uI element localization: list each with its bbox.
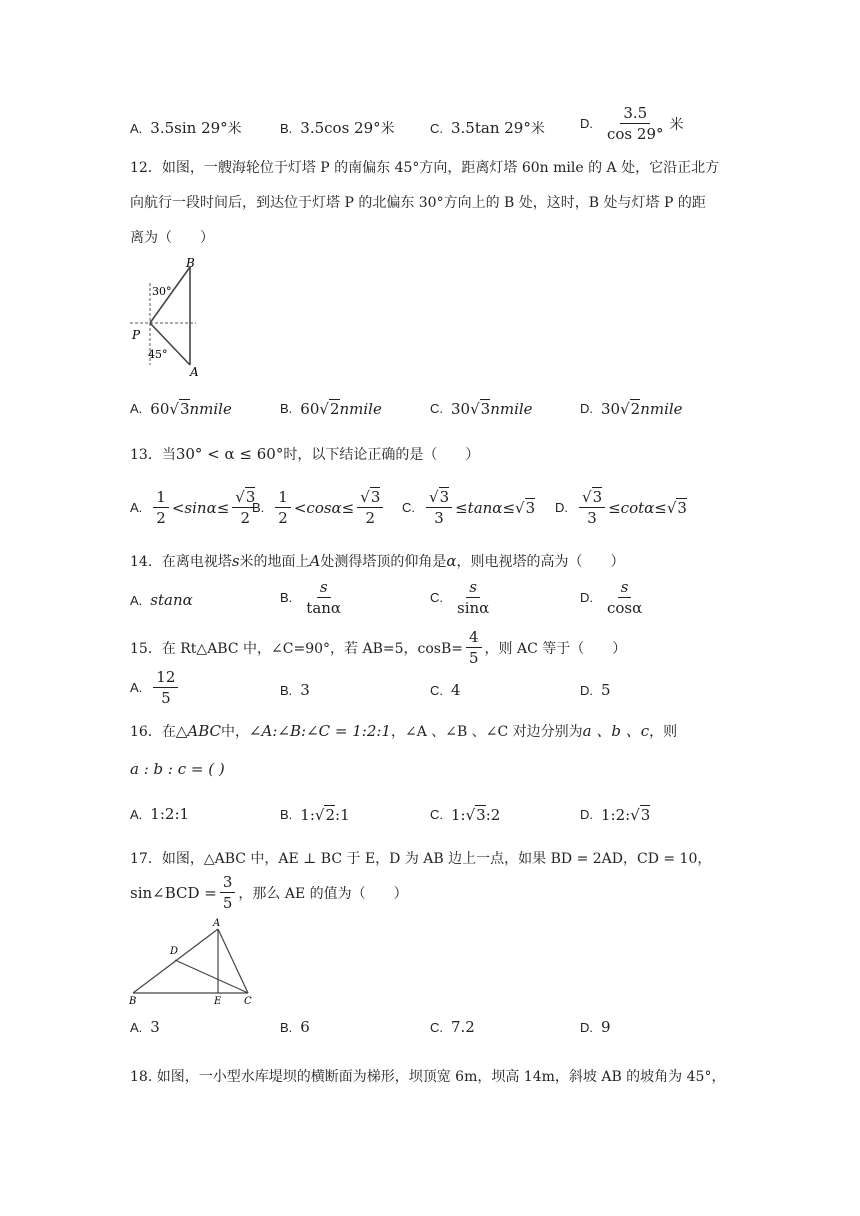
q11-option-b: B. 3.5cos 29° 米: [280, 119, 395, 137]
q12-option-c: C. 30 √ 3 nmile: [430, 399, 533, 418]
q18-stem-line-1: 18. 如图，一小型水库堤坝的横断面为梯形，坝顶宽 6m，坝高 14m，斜坡 AB 的坡角为 45°，: [130, 1069, 726, 1085]
q13-option-c: C. $\frac{√3}{3}$ ≤tanα≤ √ 3: [402, 488, 536, 527]
q13-option-d: D. $\frac{√3}{3}$ ≤cotα≤ √ 3: [555, 488, 687, 527]
q14-option-d: D. $\frac{s}{\cos\alpha}$: [580, 578, 643, 617]
q16-option-d: D. 1:2: √ 3: [580, 805, 651, 824]
q17-option-b: B. 6: [280, 1018, 310, 1036]
q14-option-c: C. $\frac{s}{\sin\alpha}$: [430, 578, 490, 617]
q14-option-b: B. $\frac{s}{\tan\alpha}$: [280, 578, 342, 617]
q13-option-b: B. $\frac{1}{2}$ <cosα≤ $\frac{√3}{2}$: [252, 488, 386, 527]
q17-option-a: A. 3: [130, 1018, 160, 1036]
q12-stem-line-3: 离为（ ）: [130, 230, 214, 246]
q12-option-a: A. 60 √ 3 nmile: [130, 399, 232, 418]
q15-stem: 15．在 Rt△ABC 中，∠C=90°，若 AB=5，cosB= $\frac{4}{5}$ ，则 AC 等于（ ）: [130, 628, 627, 667]
q17-label-b: B: [129, 996, 137, 1005]
q14-stem: 14．在离电视塔s米的地面上A处测得塔顶的仰角是α，则电视塔的高为（ ）: [130, 552, 625, 570]
q17-stem-line-2: sin∠BCD = $\frac{3}{5}$ ，那么 AE 的值为（ ）: [130, 873, 408, 912]
q15-option-a: A. $\frac{12}{5}$: [130, 668, 181, 707]
q12-stem-line-2: 向航行一段时间后，到达位于灯塔 P 的北偏东 30°方向上的 B 处，这时，B 处与灯塔 P 的距: [130, 195, 706, 211]
q17-label-a: A: [213, 918, 221, 929]
q13-option-a: A. $\frac{1}{2}$ <sinα≤ $\frac{√3}{2}$: [130, 488, 261, 527]
q11-option-d: D. $\frac{3.5}{\cos 29^\circ}$ 米: [580, 104, 684, 143]
q16-option-a: A. 1:2:1: [130, 805, 190, 823]
q17-option-c: C. 7.2: [430, 1018, 475, 1036]
q12-figure: [128, 255, 208, 380]
q17-stem-line-1: 17．如图，△ABC 中，AE ⊥ BC 于 E，D 为 AB 边上一点，如果 BD = 2AD，CD = 10，: [130, 851, 712, 867]
q17-label-d: D: [170, 946, 179, 957]
q16-stem-line-1: 16．在△ABC中，∠A:∠B:∠C = 1:2:1，∠A 、∠B 、∠C 对边分别为a 、b 、c，则: [130, 722, 678, 740]
q15-option-b: B. 3: [280, 681, 310, 699]
q17-figure: [124, 915, 264, 1005]
q12-angle-45: 45°: [148, 348, 168, 361]
q17-label-c: C: [244, 996, 252, 1005]
q12-stem-line-1: 12．如图，一艘海轮位于灯塔 P 的南偏东 45°方向，距离灯塔 60n mile 的 A 处，它沿正北方: [130, 160, 720, 176]
q12-label-b: B: [186, 256, 195, 270]
q16-option-c: C. 1: √ 3 :2: [430, 805, 501, 824]
q15-option-c: C. 4: [430, 681, 461, 699]
q12-angle-30: 30°: [152, 285, 172, 298]
q16-option-b: B. 1: √ 2 :1: [280, 805, 350, 824]
q17-label-e: E: [214, 996, 222, 1005]
q11-option-c: C. 3.5tan 29° 米: [430, 119, 545, 137]
q12-label-p: P: [132, 328, 141, 342]
q11-option-a: A. 3.5sin 29° 米: [130, 119, 242, 137]
q14-option-a: A. stanα: [130, 591, 193, 609]
q17-option-d: D. 9: [580, 1018, 611, 1036]
q12-label-a: A: [190, 365, 199, 379]
q13-stem: 13．当30° < α ≤ 60°时，以下结论正确的是（ ）: [130, 445, 480, 463]
q12-option-d: D. 30 √ 2 nmile: [580, 399, 683, 418]
q12-option-b: B. 60 √ 2 nmile: [280, 399, 382, 418]
q15-option-d: D. 5: [580, 681, 611, 699]
q16-stem-line-2: a : b : c = ( ): [130, 760, 225, 778]
